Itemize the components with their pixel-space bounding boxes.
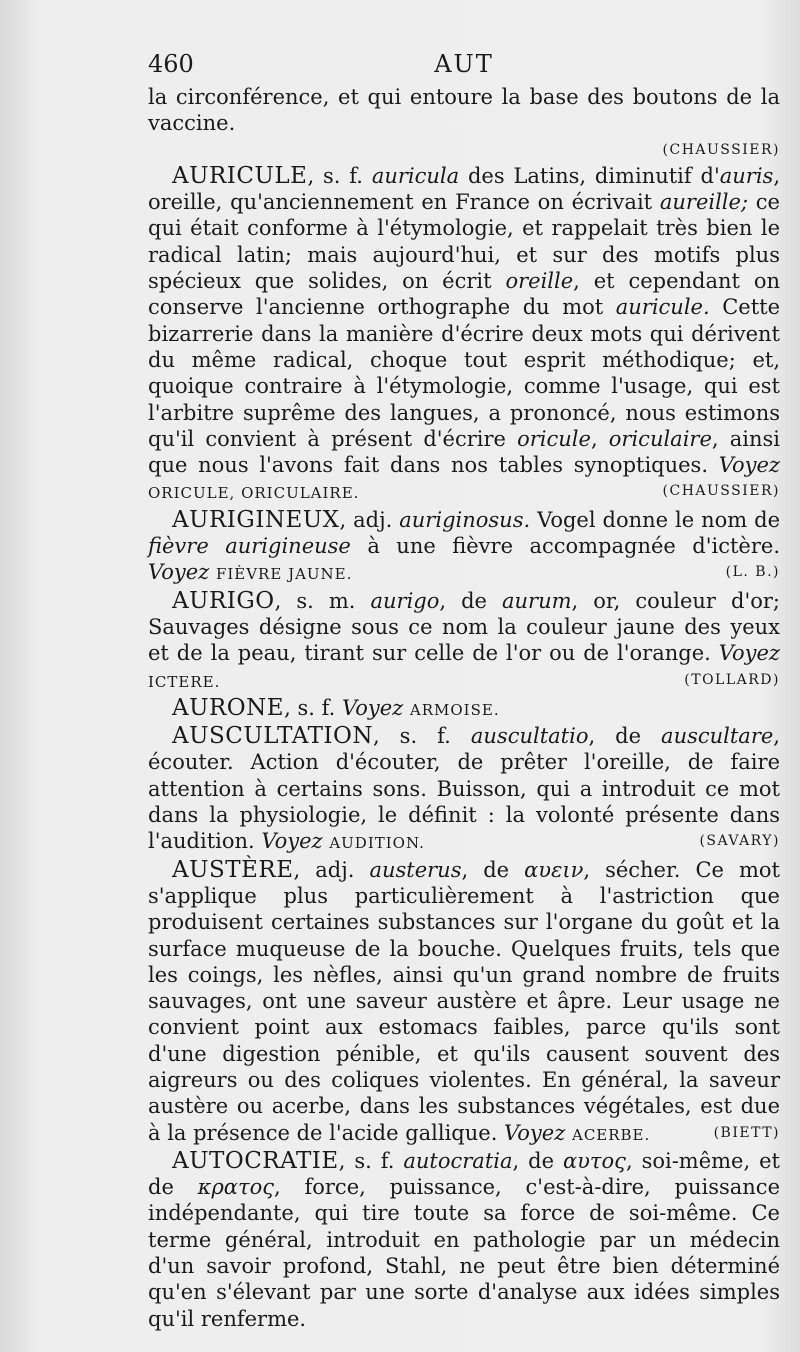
latin-term: auscultatio [470, 724, 589, 749]
entry-austere [148, 857, 780, 1148]
entry-text: , soi-même, et de [148, 1148, 780, 1200]
italic-term: fièvre aurigineuse [148, 534, 351, 559]
part-of-speech: , adj. [339, 507, 393, 532]
running-head-word: AUT [434, 50, 494, 78]
running-head [148, 44, 780, 84]
author-signature: (BIETT) [713, 1124, 780, 1141]
entry-text: , de [439, 588, 502, 613]
italic-term: aureille; [659, 190, 749, 215]
italic-term: oreille [505, 269, 574, 294]
latin-term: auricula [371, 163, 460, 188]
entry-auscultation [148, 723, 780, 856]
headword: AUSCULTATION [172, 723, 373, 750]
author-signature: (L. B.) [725, 564, 780, 581]
continued-entry-end [148, 84, 780, 137]
entry-auricule [148, 163, 780, 507]
continued-author-line [148, 137, 780, 163]
see-also-label: Voyez [341, 695, 404, 720]
text-column [148, 44, 780, 1332]
part-of-speech: , s. m. [274, 588, 356, 613]
continued-text [148, 84, 780, 137]
continued-line: la circonférence, et qui entoure la base des boutons de la [148, 85, 780, 109]
cross-reference: ICTERE. [148, 672, 221, 691]
entry-text: , sécher. Ce mot s'applique plus particulièrement à l'astriction que produisent certaines substances sur l'organe du goût et la surface muqueuse de la bouche. Quelques fruits, tels que les coings, les nèfles, ainsi qu'un grand nombre de fruits sauvages, ont une saveur austère et âpre. Leur usage ne convient point aux estomacs faibles, parce qu'ils sont d'une digestion pénible, et qu'ils causent souvent des aigreurs ou des coliques violentes. En général, la saveur austère ou acerbe, dans les substances végétales, est due à la présence de l'acide gallique. [148, 857, 780, 1145]
entry-text: , de [588, 724, 662, 749]
entry-text: ce qui était conforme à l'étymologie, et rappelait très bien le radical latin; mais aujourd'hui, et sur des motifs plus spécieux que solides, on écrit [148, 190, 780, 294]
headword: AUTOCRATIE [172, 1147, 339, 1174]
entry-aurigineux [148, 507, 780, 588]
entry-text: des Latins, diminutif d' [459, 163, 720, 188]
see-also-label: Voyez [261, 829, 323, 854]
latin-term: aurum [502, 588, 572, 613]
entry-autocratie [148, 1148, 780, 1332]
page-number: 460 [148, 50, 194, 78]
entry-text: , oreille, qu'anciennement en France on écrivait [148, 163, 780, 215]
entry-text: , écouter. Action d'écouter, de prêter l'oreille, de faire attention à certains sons. Buisson, qui a introduit ce mot dans la physiologie, le définit : la volonté présente dans l'audition. [148, 724, 780, 854]
part-of-speech: , s. f. [372, 724, 451, 749]
cross-reference: ARMOISE. [409, 700, 500, 719]
latin-term: aurigo [370, 588, 440, 613]
see-also-label: Voyez [718, 641, 780, 666]
author-signature: (SAVARY) [699, 833, 780, 850]
part-of-speech: , s. f. [284, 695, 342, 720]
latin-term: auscultare [661, 724, 774, 749]
italic-term: oriculaire [608, 426, 712, 451]
cross-reference: ORICULE, ORICULAIRE. [148, 484, 360, 503]
headword: AUSTÈRE [172, 856, 294, 883]
entry-text: , [590, 426, 609, 451]
author-signature: (TOLLARD) [684, 671, 780, 688]
latin-term: autocratia [403, 1148, 513, 1173]
entry-text: , de [461, 857, 525, 882]
part-of-speech: , adj. [293, 857, 355, 882]
author-signature: (CHAUSSIER) [662, 483, 780, 500]
cross-reference: ACERBE. [571, 1125, 651, 1144]
entry-text: , de [512, 1148, 563, 1173]
author-signature: (CHAUSSIER) [662, 141, 780, 158]
headword: AURONE [172, 694, 285, 721]
italic-term: auricule. [615, 295, 710, 320]
italic-term: oricule [517, 426, 591, 451]
entry-aurigo [148, 588, 780, 695]
latin-term: auris [719, 163, 774, 188]
entry-text: Vogel donne le nom de [530, 507, 780, 532]
part-of-speech: , s. f. [307, 163, 363, 188]
entry-text: , ainsi que nous l'avons fait dans nos tables synoptiques. [148, 426, 780, 478]
headword: AURICULE [172, 162, 308, 189]
continued-line: vaccine. [148, 111, 236, 136]
headword: AURIGO [172, 587, 275, 614]
entry-text: , or, couleur d'or; Sauvages désigne sous ce nom la couleur jaune des yeux et de la peau, tirant sur celle de l'or ou de l'orange. [148, 588, 780, 666]
latin-term: auriginosus. [399, 507, 531, 532]
entry-text: , et cependant on conserve l'ancienne orthographe du mot [148, 269, 781, 320]
entry-aurone [148, 695, 780, 723]
entry-text: Cette bizarrerie dans la manière d'écrire deux mots qui dérivent du même radical, choque tout esprit méthodique; et, quoique contraire à l'étymologie, comme l'usage, qui est l'arbitre suprême des langues, a prononcé, nous estimons qu'il convient à présent d'écrire [148, 295, 780, 451]
cross-reference: AUDITION. [329, 834, 425, 853]
entry-text: à une fièvre accompagnée d'ictère. [350, 534, 780, 559]
part-of-speech: , s. f. [338, 1148, 395, 1173]
see-also-label: Voyez [718, 453, 780, 478]
greek-term: αυειν [524, 857, 584, 882]
headword: AURIGINEUX [172, 506, 340, 533]
dictionary-text [148, 84, 780, 1332]
greek-term: κρατος [197, 1175, 274, 1200]
see-also-label: Voyez [504, 1120, 566, 1145]
cross-reference: FIÈVRE JAUNE. [215, 565, 353, 584]
see-also-label: Voyez [148, 560, 210, 585]
greek-term: αυτος [562, 1148, 626, 1173]
entry-text: , force, puissance, c'est-à-dire, puissance indépendante, qui tire toute sa force de soi-même. Ce terme général, introduit en pathologie par un médecin d'un savoir profond, Stahl, ne peut être bien déterminé qu'en s'élevant par une sorte d'analyse aux idées simples qu'il renferme. [148, 1175, 780, 1331]
latin-term: austerus [369, 857, 462, 882]
